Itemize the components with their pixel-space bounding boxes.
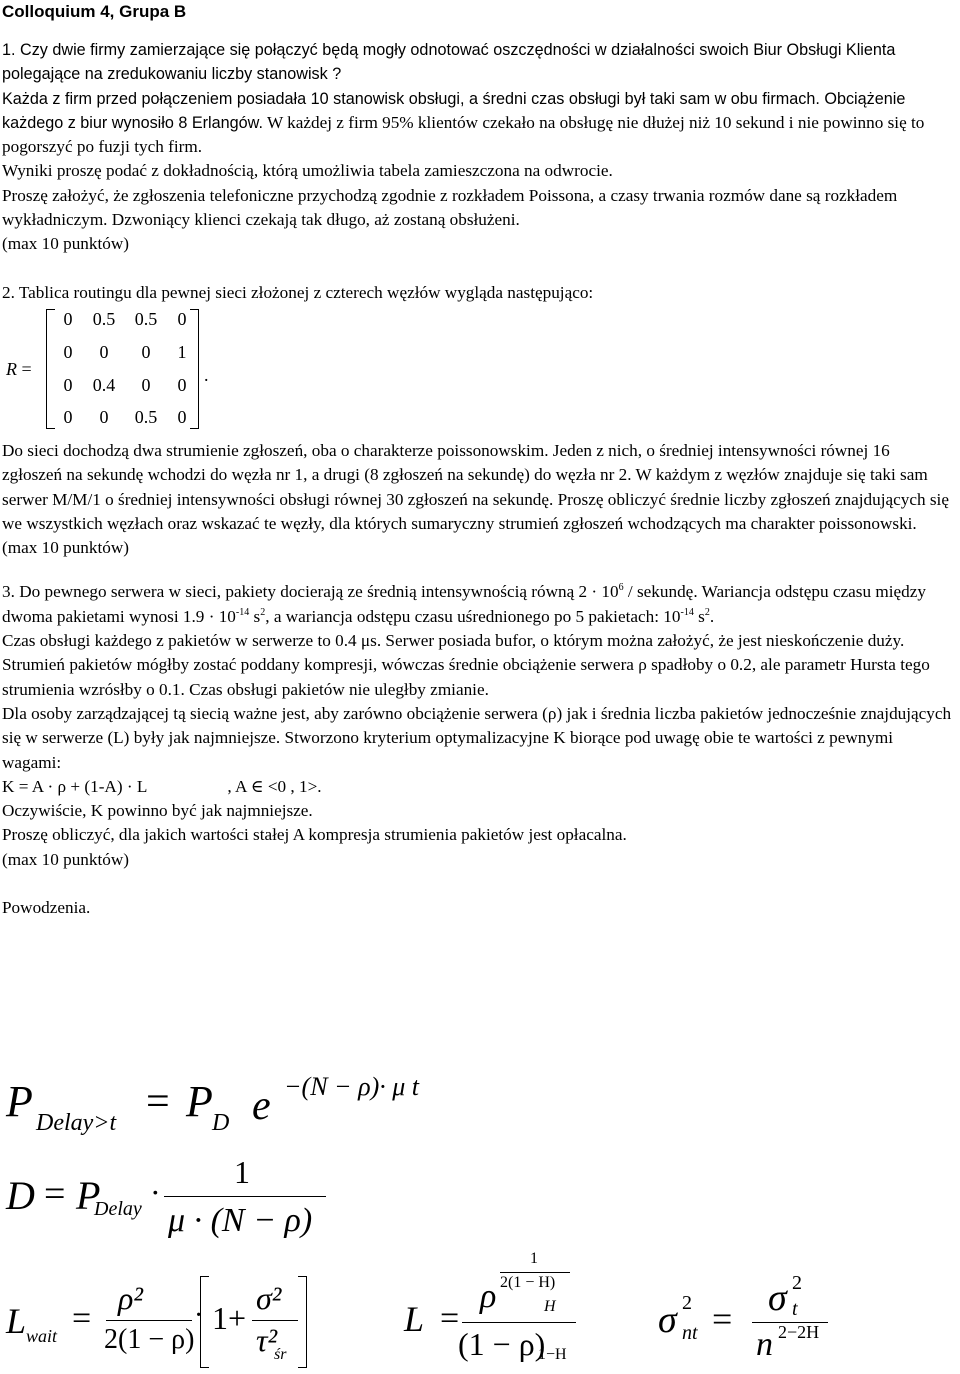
bracket-left [200,1276,209,1368]
matrix-label: R = [6,358,32,379]
matrix-row: 0 0.4 0 0 [63,374,187,395]
q2-intro: 2. Tablica routingu dla pewnej sieci złożonej z czterech węzłów wygląda następująco: [2,282,594,302]
question-2 [2,281,952,561]
routing-matrix: R = 0 0.5 0.5 0 0 0 0 1 0 0.4 0 0 0 0 0.5 0 . [2,307,952,435]
question-1 [2,38,952,257]
k-formula: K = A · ρ + (1-A) · L , A ∈ <0 , 1>. [2,776,322,796]
q1-line-5: Proszę założyć, że zgłoszenia telefoniczne przychodzą zgodnie z rozkładem Poissona, a czasy trwania rozmów dane są rozkładem wykładniczym. Dzwoniący klienci czekają tak długo, aż zostaną obsłużeni. [2,185,898,230]
closing-text: Powodzenia. [2,898,91,918]
q1-line-1: 1. Czy dwie firmy zamierzające się połączyć będą mogły odnotować oszczędności w działalności swoich Biur Obsługi Klienta polegające na zredukowaniu liczby stanowisk ? [2,41,896,84]
q3-para-5: Oczywiście, K powinno być jak najmniejsze. [2,801,313,821]
q1-line-2: Każda z firm przed połączeniem posiadała 10 stanowisk obsługi, a średni czas obsługi był taki sam w obu firmach. Obciążenie każdego z biur wynosiło 8 Erlangów. [2,89,906,132]
q2-body: Do sieci dochodzą dwa strumienie zgłoszeń, oba o charakterze poissonowskim. Jeden z nich, o średniej intensywności równej 16 zgłoszeń na sekundę wchodzi do węzła nr 1, a drugi (8 zgłoszeń na sekundę) do węzła nr 2. W każdym z węzłów znajduje się taki sam serwer M/M/1 o średniej intensywności obsługi równej 30 zgłoszeń na sekundę. Proszę obliczyć średnie liczby zgłoszeń znajdujących się we wszystkich węzłach oraz wskazać te węzły, dla których sumaryczny strumień zgłoszeń wchodzących ma charakter poissonowski. [2,440,949,533]
matrix-row: 0 0 0 1 [63,341,187,362]
q1-points: (max 10 punktów) [2,234,129,254]
q1-line-3: W każdej z firm 95% klientów czekało na obsługę nie dłużej niż 10 sekund i nie powinno się to pogorszyć po fuzji tych firm. [2,112,925,157]
document-body [2,38,952,920]
page-title: Colloquium 4, Grupa B [2,2,187,21]
q3-para-1: 3. Do pewnego serwera w sieci, pakiety docierają ze średnią intensywnością równą $2 \cdot 10^6$ / sekundę. Wariancja odstępu czasu między dwoma pakietami wynosi $1.9 \cdot 10^{-14}$ $s^2$, a wariancja odstępu czasu uśrednionego po 5 pakietach: $10^{-14}$ $s^2$. [2,582,926,626]
matrix-row: 0 0.5 0.5 0 [63,308,187,329]
q3-para-2: Czas obsługi każdego z pakietów w serwerze to 0.4 μs. Serwer posiada bufor, o którym można założyć, że jest nieskończenie duży. [2,631,905,651]
q3-para-4: Dla osoby zarządzającej tą siecią ważne jest, aby zarówno obciążenie serwera (ρ) jak i średnia liczba pakietów jednocześnie znajdujących się w serwerze (L) były jak najmniejsze. Stworzono kryterium optymalizacyjne K biorące pod uwagę obie te wartości z pewnymi wagami: [2,703,952,772]
q1-line-4: Wyniki proszę podać z dokładnością, którą umożliwia tabela zamieszczona na odwrocie. [2,161,613,181]
q3-para-3: Strumień pakietów mógłby zostać poddany kompresji, wówczas średnie obciążenie serwera ρ spadłoby o 0.2, ale parametr Hursta tego strumienia wzrósłby o 0.1. Czas obsługi pakietów nie uległby zmianie. [2,655,930,699]
bracket-right [298,1276,307,1368]
q2-points: (max 10 punktów) [2,538,129,558]
q3-points: (max 10 punktów) [2,849,129,869]
question-3 [2,580,952,872]
matrix-row: 0 0 0.5 0 [63,406,187,427]
q3-para-6: Proszę obliczyć, dla jakich wartości stałej A kompresja strumienia pakietów jest opłacalna. [2,825,627,845]
